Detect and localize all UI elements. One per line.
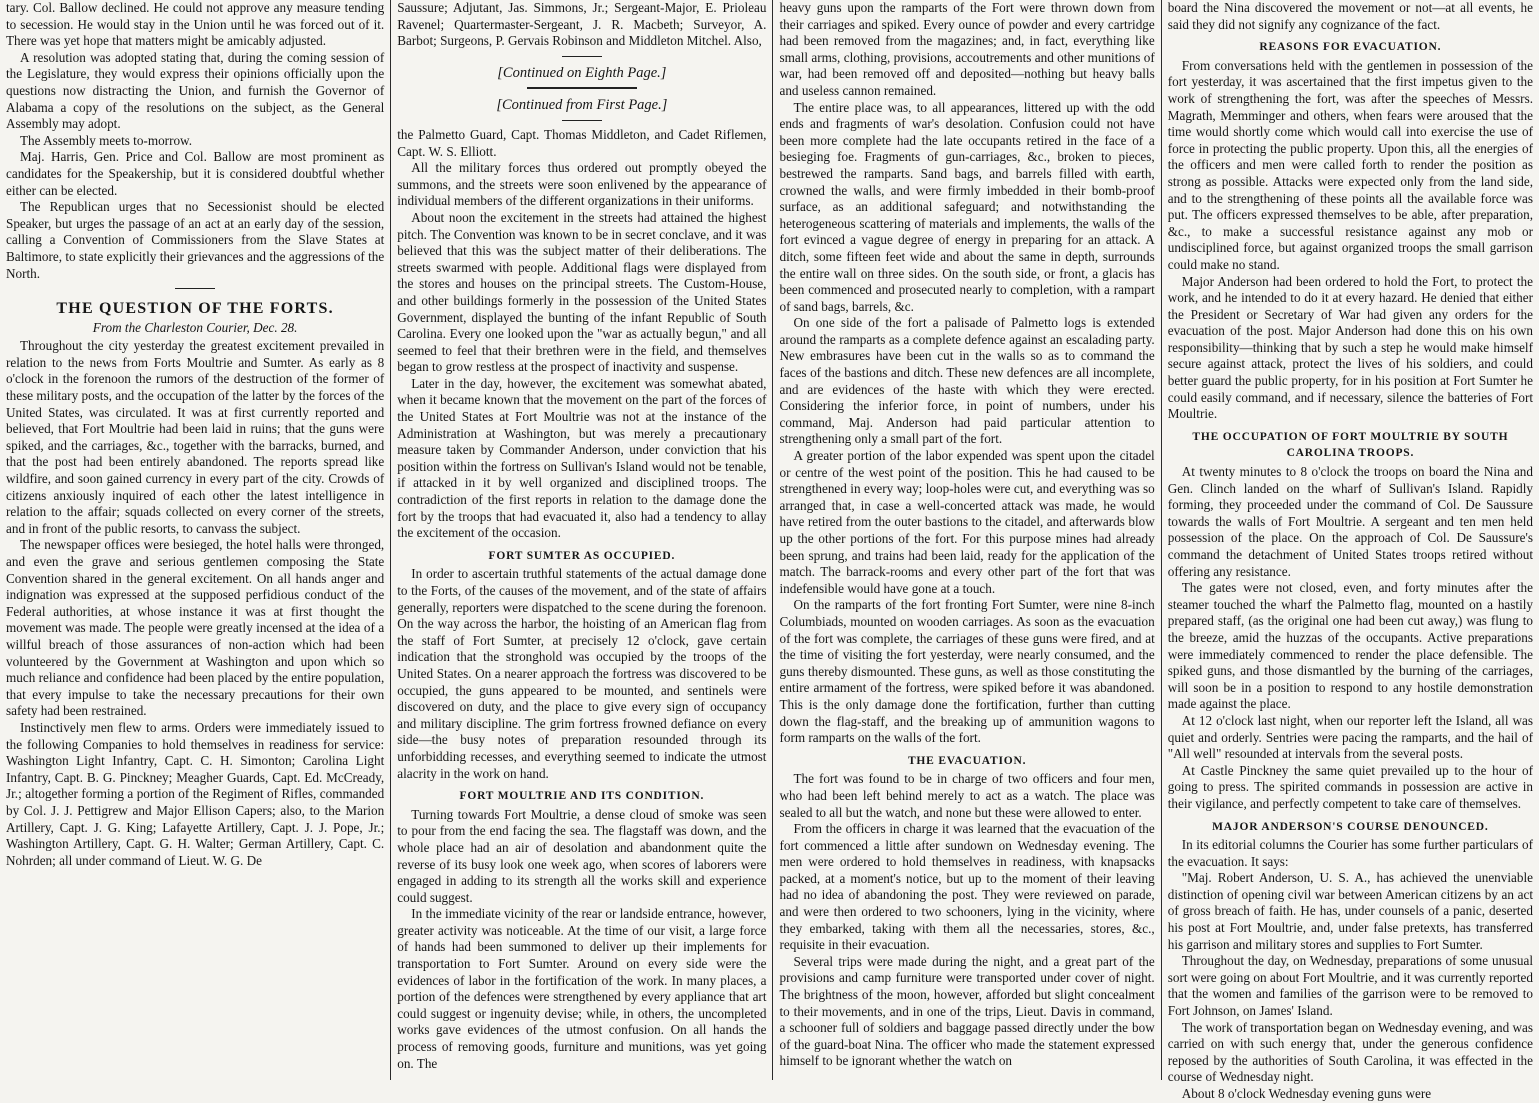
article-paragraph: At Castle Pinckney the same quiet prevailed up to the hour of going to press. The spirited commands in possession are active in their vigilance, and perfectly competent to take care of themselves. [1167, 762, 1533, 811]
article-paragraph: board the Nina discovered the movement or not—at all events, he said they did not signify any cognizance of the fact. [1167, 0, 1533, 32]
article-paragraph: Throughout the city yesterday the greatest excitement prevailed in relation to the news from Forts Moultrie and Sumter. As early as 8 o'clock in the forenoon the rumors of the destruction of the former of these military posts, and the occupation of the latter by the forces of the United States, was circulated. It was at first currently reported and believed, that Fort Moultrie had been laid in ruins; that the guns were spiked, and the carriages, &c., together with the barracks, burned, and that the post had been entirely abandoned. The reports spread like wildfire, and soon gained currency in every part of the city. Crowds of citizens anxiously inquired of each other the latest intelligence in relation to the affair; squads collected on every corner of the streets, and in front of the public resorts, to canvass the subject. [6, 338, 385, 536]
section-heading: THE OCCUPATION OF FORT MOULTRIE BY SOUTH CAROLINA TROOPS. [1192, 430, 1509, 460]
article-paragraph: the Palmetto Guard, Capt. Thomas Middleton, and Cadet Riflemen, Capt. W. S. Elliott. [397, 126, 767, 159]
section-heading: FORT SUMTER AS OCCUPIED. [488, 549, 676, 562]
section-heading: THE QUESTION OF THE FORTS. [56, 300, 334, 318]
continuation-note: [Continued on Eighth Page.] [497, 64, 667, 81]
article-paragraph: The gates were not closed, even, and forty minutes after the steamer touched the wharf the Palmetto flag, mounted on a hastily prepared staff, (as the original one had been cut away,) was flung to the breeze, amid the huzzas of the occupants. Active preparations were immediately commenced to render the place defensible. The spiked guns, and those dismantled by the burning of the carriages, will soon be in a position to respond to any hostile demonstration made against the place. [1167, 580, 1533, 712]
separator-rule [527, 87, 637, 89]
article-paragraph: The Republican urges that no Secessionist should be elected Speaker, but urges the passage of an act at an early day of the session, calling a Convention of Commissioners from the Slave States at Baltimore, to state explicitly their grievances and the aggressions of the North. [6, 199, 385, 281]
column-2 [391, 0, 772, 1080]
article-paragraph: On the ramparts of the fort fronting Fort Sumter, were nine 8-inch Columbiads, mounted on wooden carriages. As soon as the evacuation of the fort was complete, the carriages of these guns were fired, and at the time of visiting the fort yesterday, were nearly consumed, and the guns thereby dismounted. These guns, as well as those constituting the entire armament of the fortress, were spiked before it was abandoned. This is the only damage done the fortification, further than cutting down the flag-staff, and the breaking up of ammunition wagons to form ramparts on the walls of the fort. [779, 597, 1155, 746]
article-paragraph: The entire place was, to all appearances, littered up with the odd ends and fragments of war's desolation. Confusion could not have been more complete had the late occupants retired in the face of a besieging foe. Fragments of gun-carriages, &c., broken to pieces, bestrewed the ramparts. Sand bags, and barrels filled with earth, crowned the walls, and were firmly imbedded in their bomb-proof surface, as an additional safeguard; and notwithstanding the heterogeneous scattering of materials and implements, the walls of the fort evinced a vague degree of energy in preparing for an attack. A ditch, some fifteen feet wide and about the same in depth, surrounds the entire wall on three sides. On the south side, or front, a glacis has been commenced and prosecuted nearly to completion, with a rampart of sand bags, barrels, &c. [779, 99, 1155, 314]
article-paragraph: The newspaper offices were besieged, the hotel halls were thronged, and even the grave and serious gentlemen composing the State Convention shared in the general excitement. On all hands anger and indignation was expressed at the supposed perfidious conduct of the Federal authorities, at whose instance it was at first thought the movement was made. The people were greatly incensed at the idea of a willful breach of those assurances of non-action which had been volunteered by the Government at Washington and upon which so much reliance and confidence had been placed by the entire population, that every impulse to take the necessary precautions for their own safety had been restrained. [6, 537, 385, 719]
article-paragraph: At 12 o'clock last night, when our reporter left the Island, all was quiet and orderly. Sentries were pacing the ramparts, and the hail of "All well" resounded at intervals from the several posts. [1167, 712, 1533, 762]
section-heading: MAJOR ANDERSON'S COURSE DENOUNCED. [1212, 820, 1489, 833]
article-paragraph: The work of transportation began on Wednesday evening, and was carried on with such energy that, under the generous confidence reposed by the authorities of South Carolina, it was effected in the course of Wednesday night. [1167, 1019, 1533, 1085]
section-heading: THE EVACUATION. [907, 754, 1027, 767]
article-paragraph: Instinctively men flew to arms. Orders were immediately issued to the following Companies to hold themselves in readiness for service: Washington Light Infantry, Capt. C. H. Simonton; Carolina Light Infantry, Capt. B. G. Pinckney; Meagher Guards, Capt. Ed. McCready, Jr.; altogether forming a portion of the Regiment of Rifles, commanded by Col. J. J. Pettigrew and Major Ellison Capers; also, to the Marion Artillery, Capt. J. G. King; Lafayette Artillery, Capt. J. J. Pope, Jr.; Washington Artillery, Capt. G. H. Walter; German Artillery, Capt. C. Nohrden; all under command of Lieut. W. G. De [6, 719, 385, 868]
article-paragraph: About noon the excitement in the streets had attained the highest pitch. The Convention was known to be in secret conclave, and it was believed that this was the subject matter of their deliberations. The streets swarmed with people. Additional flags were displayed from the stores and houses on the principal streets. The Custom-House, and other buildings formerly in the possession of the United States Government, displayed the bunting of the infant Republic of South Carolina. Every one looked upon the "war as actually begun," and all seemed to feel that their brethren were in the field, and themselves began to grow restless at the prospect of inactivity and suspense. [397, 209, 767, 375]
article-paragraph: Saussure; Adjutant, Jas. Simmons, Jr.; Sergeant-Major, E. Prioleau Ravenel; Quartermaster-Sergeant, J. R. Macbeth; Surveyor, A. Barbot; Surgeons, P. Gervais Robinson and Middleton Mitchel. Also, [397, 0, 767, 49]
article-paragraph: From the officers in charge it was learned that the evacuation of the fort commenced a little after sundown on Wednesday evening. The men were ordered to hold themselves in readiness, with knapsacks packed, at a moment's notice, but up to the moment of their leaving had no idea of abandoning the post. They were reviewed on parade, and were then ordered to two schooners, lying in the vicinity, where they embarked, taking with them all the necessaries, stores, &c., requisite in their evacuation. [779, 821, 1155, 953]
article-paragraph: In the immediate vicinity of the rear or landside entrance, however, greater activity was noticeable. At the time of our visit, a large force of hands had been summoned to deliver up their implements for transportation to Fort Sumter. Around on every side were the evidences of labor in the fortification of the work. In many places, a portion of the defences were strengthened by every appliance that art could suggest or ingenuity devise; while, in others, the uncompleted works gave evidences of the utmost confusion. On all hands the process of removing goods, furniture and munitions, was yet going on. The [397, 906, 767, 1071]
article-paragraph: A resolution was adopted stating that, during the coming session of the Legislature, they would express their opinions officially upon the questions now distracting the Union, and furnish the Governor of Alabama a copy of the resolutions on the subject, as the General Assembly may adopt. [6, 49, 385, 132]
column-1 [0, 0, 390, 1080]
continuation-note: [Continued from First Page.] [496, 97, 668, 114]
article-paragraph: A greater portion of the labor expended was spent upon the citadel or centre of the west point of the position. This he had caused to be strengthened in every way; loop-holes were cut, and everything was so arranged that, in case a well-concerted attack was made, he would have retired from the outer bastions to the citadel, and afterwards blow up the other portions of the fort. For this purpose mines had already been sprung, and trains had been laid, ready for the application of the match. The barrack-rooms and every other part of the fort that was indefensible would have gone at a touch. [779, 448, 1155, 596]
article-paragraph: Later in the day, however, the excitement was somewhat abated, when it became known that the movement on the part of the forces of the United States at Fort Moultrie was not at the instance of the Administration at Washington, but was merely a precautionary measure taken by Commander Anderson, under conviction that his position within the fortress on Sullivan's Island would not be tenable, if attacked in it by well organized and disciplined troops. The contradiction of the first reports in relation to the damage done the fort by the troops that had evacuated it, also had a tendency to allay the excitement of the occasion. [397, 375, 767, 541]
separator-rule [562, 120, 602, 121]
article-paragraph: At twenty minutes to 8 o'clock the troops on board the Nina and Gen. Clinch landed on the wharf of Sullivan's Island. Rapidly forming, they proceeded under the command of Col. De Saussure towards the walls of Fort Moultrie. A sergeant and ten men held possession of the place. On the approach of Col. De Saussure's command the detachment of United States troops retired without offering any resistance. [1167, 464, 1533, 579]
article-paragraph: The fort was found to be in charge of two officers and four men, who had been left behind merely to act as a watch. The place was sealed to all but the watch, and none but these were allowed to enter. [779, 771, 1155, 820]
section-heading: FORT MOULTRIE AND ITS CONDITION. [459, 790, 705, 803]
article-paragraph: Major Anderson had been ordered to hold the Fort, to protect the work, and he intended to do it at every hazard. He denied that either the President or Secretary of War had given any orders for the evacuation of the post. Major Anderson had done this on his own responsibility—thinking that by such a step he would make himself secure against attack, protect the lives of his soldiers, and could better guard the public property, for in his position at Fort Sumter he could easily command, and if necessary, silence the batteries of Fort Moultrie. [1167, 273, 1533, 422]
article-paragraph: Several trips were made during the night, and a great part of the provisions and camp furniture were transported under cover of night. The brightness of the moon, however, afforded but slight concealment to their movements, and in one of the trips, Lieut. Davis in command, a schooner full of soldiers and baggage passed directly under the bow of the guard-boat Nina. The officer who made the statement expressed himself to be ignorant whether the watch on [779, 953, 1155, 1069]
article-paragraph: heavy guns upon the ramparts of the Fort were thrown down from their carriages and spiked. Every ounce of powder and every cartridge had been removed from the magazines; and, in fact, everything like small arms, clothing, provisions, accoutrements and other munitions of war, had been removed off and deposited—nothing but heavy balls and useless cannon remained. [779, 0, 1155, 98]
article-paragraph: From conversations held with the gentlemen in possession of the fort yesterday, it was ascertained that the first impetus given to the work of strengthening the fort, was after the speeches of Messrs. Magrath, Memminger and others, when fears were aroused that the time would shortly come which would call into exercise the use of force in protecting the public property. Upon this, all the energies of the officers and men were called forth to render the position as strong as possible. Attacks were expected only from the land side, and to the strengthening of these points all the available force was put. The officers expressed themselves to be able, after preparation, &c., to make a successful resistance against any mob or undisciplined force, but against organized troops the small garrison could make no stand. [1167, 57, 1533, 272]
article-paragraph: In order to ascertain truthful statements of the actual damage done to the Forts, of the causes of the movement, and of the state of affairs generally, reporters were dispatched to the scene during the forenoon. On the way across the harbor, the hoisting of an American flag from the staff of Fort Sumter, at precisely 12 o'clock, gave certain indication that the stronghold was occupied by the troops of the United States. On a nearer approach the fortress was discovered to be occupied, the guns appeared to be mounted, and sentinels were discovered on duty, and the place to give every sign of occupancy and military discipline. The grim fortress frowned defiance on every side—the busy notes of preparation resounded through its unforbidding recesses, and everything seemed to indicate the utmost alacrity in the work on hand. [397, 566, 767, 781]
article-paragraph: All the military forces thus ordered out promptly obeyed the summons, and the streets were soon enlivened by the appearance of individual members of the different organizations in their uniforms. [397, 160, 767, 209]
article-paragraph: On one side of the fort a palisade of Palmetto logs is extended around the ramparts as a complete defence against an escalading party. New embrasures have been cut in the walls so as to command the faces of the bastions and ditch. These new defences are all incomplete, and are evidences of the haste with which they were erected. Considering the inferior force, in point of numbers, under his command, Maj. Anderson had paid particular attention to strengthening only a small part of the fort. [779, 315, 1155, 447]
column-4 [1162, 0, 1539, 1101]
article-paragraph: Turning towards Fort Moultrie, a dense cloud of smoke was seen to pour from the end facing the sea. The flagstaff was down, and the whole place had an air of desolation and abandonment quite the reverse of its busy look one week ago, when scores of laborers were engaged in adding to its strength all the works skill and experience could suggest. [397, 806, 767, 905]
article-paragraph: "Maj. Robert Anderson, U. S. A., has achieved the unenviable distinction of opening civil war between American citizens by an act of gross breach of faith. He has, under counsels of a panic, deserted his post at Fort Moultrie, and, under false pretexts, has transferred his garrison and military stores and supplies to Fort Sumter. [1167, 870, 1533, 952]
column-3 [773, 0, 1160, 1080]
source-line: From the Charleston Courier, Dec. 28. [92, 319, 298, 335]
article-paragraph: Maj. Harris, Gen. Price and Col. Ballow are most prominent as candidates for the Speakership, but it is considered doubtful whether either can be elected. [6, 149, 385, 198]
article-paragraph: In its editorial columns the Courier has some further particulars of the evacuation. It says: [1167, 837, 1533, 869]
article-paragraph: tary. Col. Ballow declined. He could not approve any measure tending to secession. He would stay in the Union until he was forced out of it. There was yet hope that matters might be amicably adjusted. [6, 0, 385, 49]
article-paragraph: About 8 o'clock Wednesday evening guns were [1181, 1086, 1432, 1101]
article-paragraph: The Assembly meets to-morrow. [20, 132, 193, 148]
separator-rule [562, 56, 602, 57]
article-paragraph: Throughout the day, on Wednesday, preparations of some unusual sort were going on about Fort Moultrie, and it was currently reported that the women and families of the garrison were to be removed to Fort Johnson, on James' Island. [1167, 953, 1533, 1019]
section-heading: REASONS FOR EVACUATION. [1259, 41, 1442, 54]
separator-rule [175, 288, 215, 289]
